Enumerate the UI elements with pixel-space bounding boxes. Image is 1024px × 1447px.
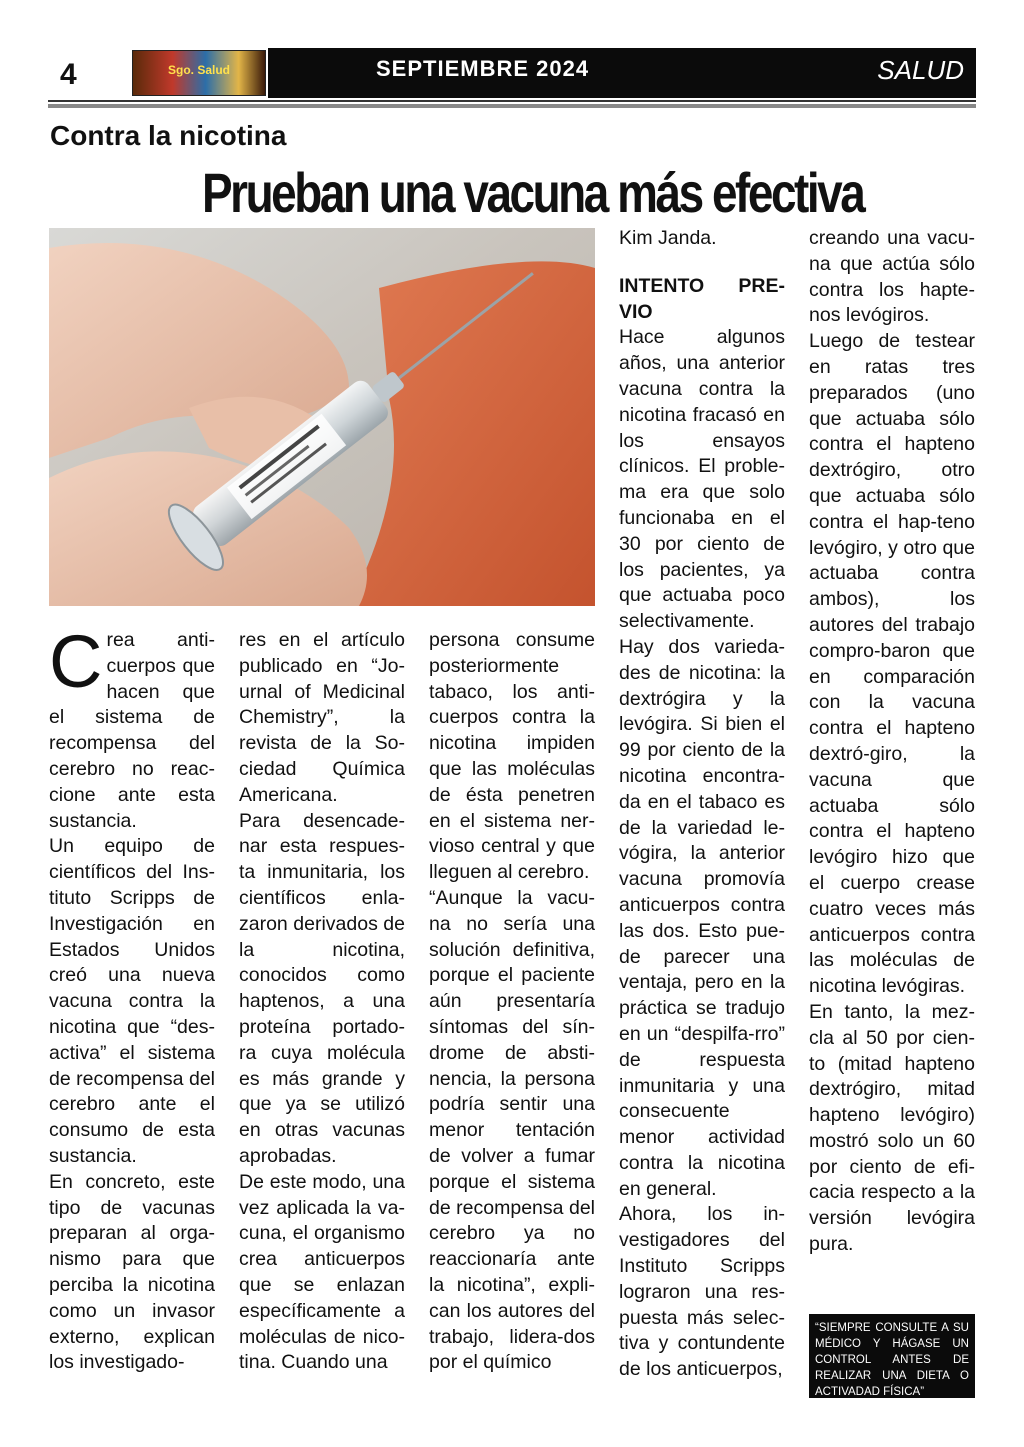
paragraph: Para desencade-nar esta respues-ta inmunitaria, los científicos enla-zaron derivados de la nicotina, conocidos como haptenos, a una proteína portado-ra cuya molécula es más grande y que ya se utilizó en otras vacunas aprobadas. bbox=[239, 809, 405, 1167]
article-column-2 bbox=[239, 628, 405, 1376]
paragraph: “Aunque la vacu-na no sería una solución definitiva, porque el paciente aún presentaría síntomas del sín-drome de absti-nencia, la persona podría sentir una menor tentación de volver a fumar porque el sistema de recompensa del cerebro ya no reaccionaría ante la nicotina”, expli-can los autores del trabajo, lidera-dos por el químico bbox=[429, 886, 595, 1374]
paragraph: Hace algunos años, una anterior vacuna contra la nicotina fracasó en los ensayos clínicos. El proble-ma era que solo funcionaba en el 30 por ciento de los pacientes, ya que actuaba poco selectivamente. bbox=[619, 326, 785, 633]
header-black-band bbox=[268, 48, 976, 98]
paragraph: Un equipo de científicos del Ins-tituto Scripps de Investigación en Estados Unidos creó una nueva vacuna contra la nicotina que “des-activa” el sistema de recompensa del cerebro ante el consumo de esta sustancia. bbox=[49, 835, 215, 1167]
header-rule bbox=[48, 104, 976, 108]
article-column-4 bbox=[619, 226, 785, 1383]
paragraph: Luego de testear en ratas tres preparados (uno que actuaba sólo contra el hapteno dextrógiro, otro que actuaba sólo contra el hap-teno levógiro, y otro que actuaba contra ambos), los autores del trabajo compro-baron que en comparación con la vacuna contra el hapteno dextró-giro, la vacuna que actuaba sólo contra el hapteno levógiro hizo que el cuerpo crease cuatro veces más anticuerpos contra las moléculas de nicotina levógiras. bbox=[809, 330, 975, 998]
paragraph: En tanto, la mez-cla al 50 por cien-to (mitad hapteno dextrógiro, mitad hapteno levógiro) mostró solo un 60 por ciento de efi-cacia respecto a la versión levógira pura. bbox=[809, 1000, 975, 1256]
syringe-photo bbox=[49, 228, 595, 606]
drop-cap: C bbox=[49, 620, 103, 703]
paragraph: De este modo, una vez aplicada la va-cuna, el organismo crea anticuerpos que se enlazan específicamente a moléculas de nico-tina. Cuando una bbox=[239, 1170, 405, 1374]
issue-date: SEPTIEMBRE 2024 bbox=[376, 56, 590, 81]
paragraph: En concreto, este tipo de vacunas preparan al orga-nismo para que perciba la nicotina como un invasor externo, explican los investigado- bbox=[49, 1170, 215, 1374]
article-kicker: Contra la nicotina bbox=[50, 120, 287, 151]
section-name: SALUD bbox=[877, 55, 964, 85]
article-column-3 bbox=[429, 628, 595, 1376]
paragraph: res en el artículo publicado en “Jo-urnal of Medicinal Chemistry”, la revista de la So-ciedad Química Americana. bbox=[239, 629, 405, 806]
article-headline: Prueban una vacuna más efectiva bbox=[202, 161, 864, 224]
paragraph-text: rea anti-cuerpos que hacen que el sistema de recompensa del cerebro no reac-cione ante esta sustancia. bbox=[49, 629, 215, 832]
paragraph: Ahora, los in-vestigadores del Instituto Scripps lograron una res-puesta más selec-tiva y contundente de los anticuerpos, bbox=[619, 1203, 785, 1381]
paragraph: creando una vacu-na que actúa sólo contra los hapte-nos levógiros. bbox=[809, 227, 975, 327]
paragraph: Kim Janda. bbox=[619, 227, 717, 249]
page-number: 4 bbox=[60, 58, 77, 91]
article-column-1 bbox=[49, 620, 215, 1376]
health-advice-callout: “SIEMPRE CONSULTE A SU MÉDICO Y HÁGASE UN CONTROL ANTES DE REALIZAR UNA DIETA O ACTIVADAD FÍSICA” bbox=[809, 1314, 975, 1398]
paragraph bbox=[49, 620, 215, 834]
section-subhead: INTENTO PRE-VIO bbox=[619, 274, 785, 323]
publication-logo bbox=[132, 50, 266, 96]
logo-text: Sgo. Salud bbox=[167, 63, 230, 77]
paragraph: persona consume posteriormente tabaco, los anti-cuerpos contra la nicotina impiden que las moléculas de ésta penetren en el sistema ner-vioso central y que lleguen al cerebro. bbox=[429, 629, 595, 884]
article-column-5 bbox=[809, 226, 975, 1258]
paragraph: Hay dos varieda-des de nicotina: la dextrógira y la levógira. Si bien el 99 por ciento de la nicotina encontra-da en el tabaco es de la variedad le-vógira, la anterior vacuna promovía anticuerpos contra las dos. Esto pue-de parecer una ventaja, pero en la práctica se tradujo en un “despilfa-rro” de respuesta inmunitaria y una consecuente menor actividad contra la nicotina en general. bbox=[619, 635, 785, 1200]
